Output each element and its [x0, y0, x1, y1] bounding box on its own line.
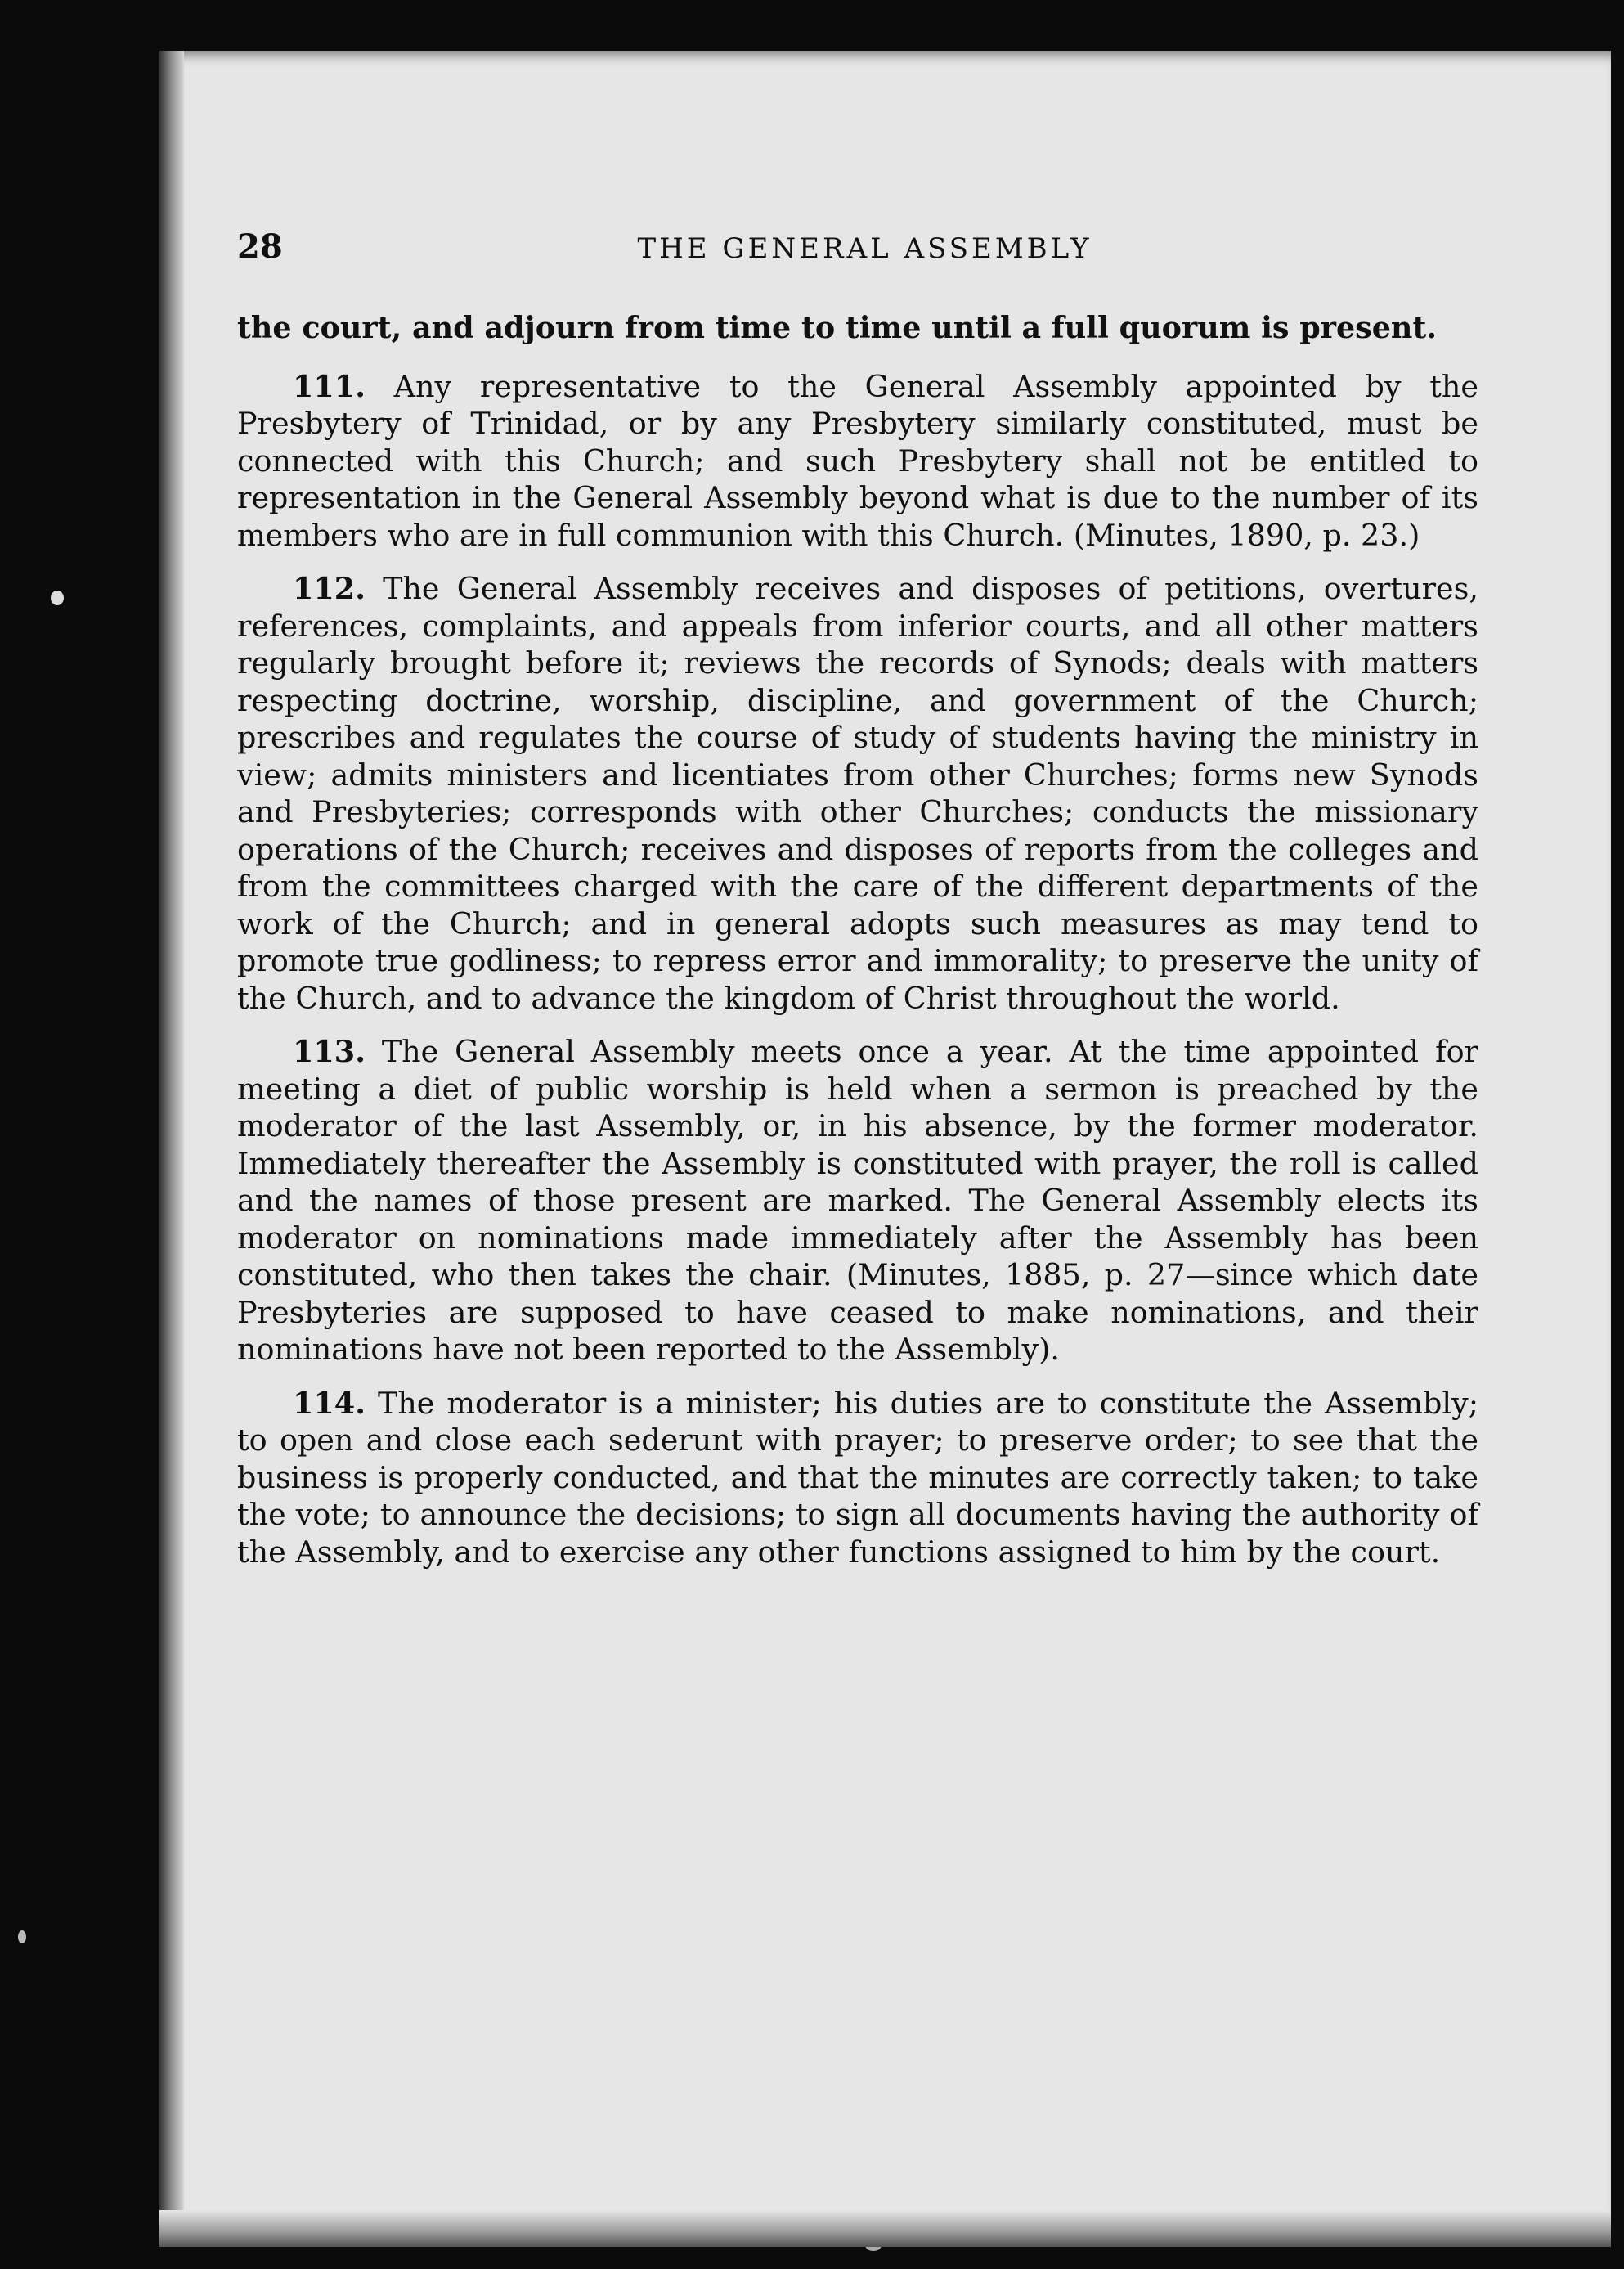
- paragraph-111: [237, 368, 1478, 555]
- paragraph-number: 111.: [293, 368, 366, 404]
- paragraph-number: 114.: [293, 1385, 366, 1421]
- paragraph-number: 113.: [293, 1034, 366, 1069]
- paragraph-text: the court, and adjourn from time to time until a full quorum is present.: [237, 310, 1438, 345]
- paragraph-text: The moderator is a minister; his duties are to constitute the Assembly; to open and close each sederunt with prayer; to preserve order; to see that the business is properly conducted, and that the minutes are correctly taken; to take the vote; to announce the decisions; to sign all documents having the authority of the Assembly, and to exercise any other functions assigned to him by the court.: [237, 1385, 1478, 1570]
- paragraph-number: 112.: [293, 571, 366, 606]
- paragraph-continuation: [237, 309, 1478, 347]
- paragraph-112: [237, 570, 1478, 1017]
- paragraph-text: The General Assembly meets once a year. At the time appointed for meeting a diet of public worship is held when a sermon is preached by the moderator of the last Assembly, or, in his absence, by the former moderator. Immediately thereafter the Assembly is constituted with prayer, the roll is called and the names of those present are marked. The General Assembly elects its moderator on nominations made immediately after the Assembly has been constituted, who then takes the chair. (Minutes, 1885, p. 27—since which date Presbyteries are supposed to have ceased to make nominations, and their nominations have not been reported to the Assembly).: [237, 1034, 1478, 1367]
- paragraph-114: [237, 1385, 1478, 1571]
- paragraph-113: [237, 1033, 1478, 1368]
- paragraph-text: The General Assembly receives and disposes of petitions, overtures, references, complaints, and appeals from inferior courts, and all other matters regularly brought before it; reviews the records of Synods; deals with matters respecting doctrine, worship, discipline, and government of the Church; prescribes and regulates the course of study of students having the ministry in view; admits ministers and licentiates from other Churches; forms new Synods and Presbyteries; corresponds with other Churches; conducts the missionary operations of the Church; receives and disposes of reports from the colleges and from the committees charged with the care of the different departments of the work of the Church; and in general adopts such measures as may tend to promote true godliness; to repress error and immorality; to preserve the unity of the Church, and to advance the kingdom of Christ throughout the world.: [237, 571, 1478, 1016]
- page-body: [237, 309, 1478, 1587]
- page-number: 28: [237, 227, 283, 266]
- page-header: [237, 227, 1492, 276]
- page-bottom-shadow: [159, 2210, 1611, 2247]
- paragraph-text: Any representative to the General Assembly appointed by the Presbytery of Trinidad, or by any Presbytery similarly constituted, must be connected with this Church; and such Presbytery shall not be entitled to representation in the General Assembly beyond what is due to the number of its members who are in full communion with this Church. (Minutes, 1890, p. 23.): [237, 368, 1478, 553]
- running-head: THE GENERAL ASSEMBLY: [637, 232, 1092, 265]
- dust-speck: [51, 591, 64, 605]
- dust-speck: [18, 1930, 26, 1943]
- page-gutter-shadow: [159, 51, 184, 2247]
